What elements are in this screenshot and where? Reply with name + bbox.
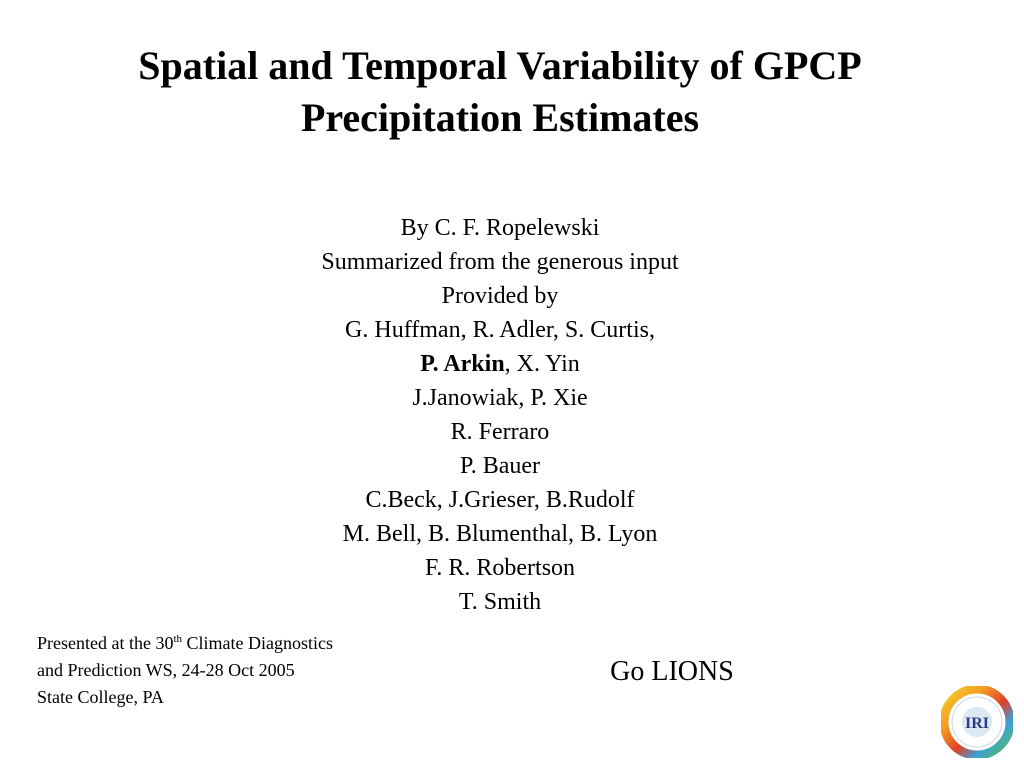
slide-title	[40, 40, 960, 144]
contributors-line-8: F. R. Robertson	[424, 555, 576, 581]
contributors-line-2-rest: , X. Yin	[504, 351, 580, 377]
go-lions-text: Go LIONS	[610, 656, 734, 687]
contributors-line-6: C.Beck, J.Grieser, B.Rudolf	[365, 487, 635, 513]
iri-logo-icon	[941, 686, 1013, 758]
presentation-event: Climate Diagnostics	[182, 633, 334, 653]
contributors-line-5: P. Bauer	[460, 453, 540, 479]
highlighted-contributor: P. Arkin	[420, 351, 505, 377]
contributors-line-1: G. Huffman, R. Adler, S. Curtis,	[345, 317, 655, 343]
presentation-line-1	[37, 630, 457, 657]
credits-block	[200, 211, 800, 619]
summary-line: Summarized from the generous input	[321, 249, 679, 275]
ordinal-suffix: th	[173, 633, 183, 645]
presentation-line-2: and Prediction WS, 24-28 Oct 2005	[37, 660, 295, 680]
title-line-1: Spatial and Temporal Variability of GPCP	[138, 43, 862, 88]
contributors-line-4: R. Ferraro	[450, 419, 550, 445]
contributors-line-9: T. Smith	[458, 589, 542, 615]
provided-by-line: Provided by	[441, 283, 559, 309]
presentation-prefix: Presented at the 30	[37, 633, 174, 653]
contributors-line-3: J.Janowiak, P. Xie	[412, 385, 588, 411]
author-line: By C. F. Ropelewski	[400, 215, 600, 241]
iri-logo	[941, 686, 1013, 758]
logo-text: IRI	[964, 715, 990, 732]
contributors-line-7: M. Bell, B. Blumenthal, B. Lyon	[342, 521, 658, 547]
title-line-2: Precipitation Estimates	[300, 95, 700, 140]
presentation-info	[37, 630, 457, 711]
contributors-line-2	[200, 347, 800, 381]
presentation-line-3: State College, PA	[37, 687, 164, 707]
